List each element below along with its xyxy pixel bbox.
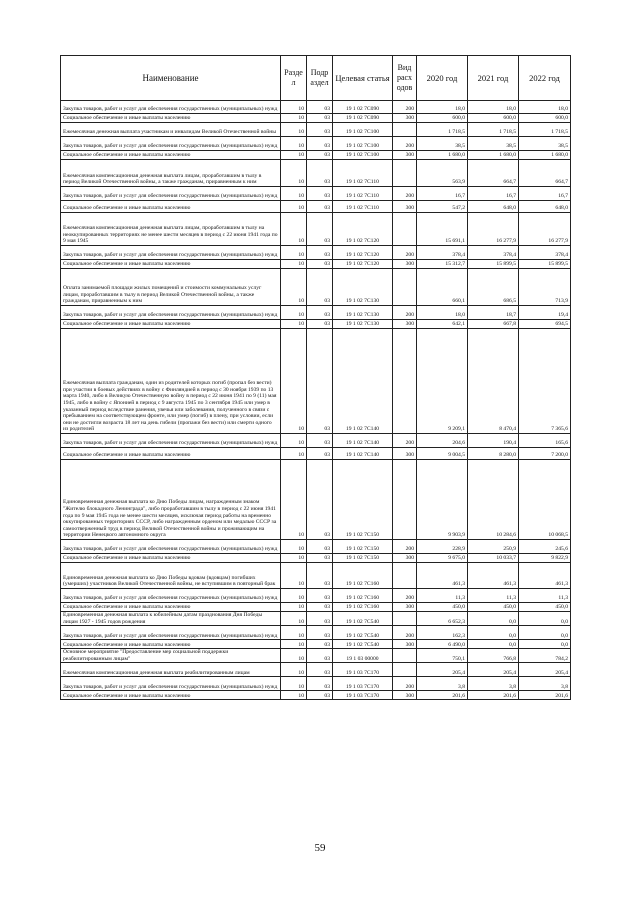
table-row: [61, 460, 571, 540]
cell-razdel: 10: [281, 201, 307, 213]
cell-expense-type: 300: [393, 320, 417, 329]
cell-2022: 15 899,5: [519, 260, 571, 269]
cell-razdel: 10: [281, 329, 307, 434]
table-row: [61, 554, 571, 563]
cell-podrazdel: 03: [307, 246, 333, 260]
cell-razdel: 10: [281, 563, 307, 589]
cell-razdel: 10: [281, 677, 307, 691]
cell-expense-type: 300: [393, 691, 417, 700]
header-year-2022: 2022 год: [519, 56, 571, 101]
cell-podrazdel: 03: [307, 554, 333, 563]
cell-2021: 3,8: [468, 677, 519, 691]
cell-2020: 228,9: [417, 540, 468, 554]
cell-expense-type: 200: [393, 434, 417, 448]
cell-target-article: 19 1 02 7С090: [333, 101, 393, 114]
cell-2022: 38,5: [519, 137, 571, 151]
cell-2021: 10 284,6: [468, 460, 519, 540]
cell-podrazdel: 03: [307, 626, 333, 640]
header-expense-type: Вид расх одов: [393, 56, 417, 101]
table-row: [61, 612, 571, 626]
cell-2022: 600,0: [519, 114, 571, 123]
cell-2021: 190,4: [468, 434, 519, 448]
cell-razdel: 10: [281, 554, 307, 563]
cell-2020: 15 691,1: [417, 213, 468, 246]
cell-podrazdel: 03: [307, 114, 333, 123]
cell-2020: 1 680,0: [417, 151, 468, 160]
cell-2022: 450,0: [519, 603, 571, 612]
cell-expense-type: 200: [393, 137, 417, 151]
header-name: Наименование: [61, 56, 281, 101]
cell-target-article: 19 1 02 7С150: [333, 460, 393, 540]
table-row: [61, 201, 571, 213]
cell-razdel: 10: [281, 649, 307, 663]
cell-2021: 16 277,9: [468, 213, 519, 246]
table-row: [61, 329, 571, 434]
header-podrazdel: Подр аздел: [307, 56, 333, 101]
cell-2022: 784,2: [519, 649, 571, 663]
cell-podrazdel: 03: [307, 329, 333, 434]
cell-2022: 7 200,0: [519, 448, 571, 460]
cell-target-article: 19 1 03 7С170: [333, 691, 393, 700]
table-row: [61, 114, 571, 123]
cell-podrazdel: 03: [307, 213, 333, 246]
table-header-row: [61, 56, 571, 101]
cell-2021: 1 680,0: [468, 151, 519, 160]
cell-expense-type: [393, 123, 417, 137]
cell-podrazdel: 03: [307, 540, 333, 554]
cell-2021: 205,4: [468, 663, 519, 677]
table-row: [61, 320, 571, 329]
cell-name: Единовременная денежная выплата ко Дню Победы лицам, награжденным знаком "Жителю блокадного Ленинграда", либо проработавшим в тылу в период с 22 июня 1941 года по 9 мая 1945 года не менее шести месяцев, исключая период работы на временно оккупированных территориях СССР, либо награжденным орденом или медалью СССР за самоотверженный труд в период Великой Отечественной войны и проживающим на территории Ненецкого автономного округа: [61, 460, 281, 540]
cell-target-article: 19 1 02 7С110: [333, 201, 393, 213]
cell-expense-type: 200: [393, 187, 417, 201]
table-body: [61, 101, 571, 700]
cell-2020: 9 675,0: [417, 554, 468, 563]
cell-name: Закупка товаров, работ и услуг для обеспечения государственных (муниципальных) нужд: [61, 101, 281, 114]
cell-2020: 563,9: [417, 160, 468, 187]
cell-podrazdel: 03: [307, 434, 333, 448]
cell-2022: 648,0: [519, 201, 571, 213]
cell-podrazdel: 03: [307, 612, 333, 626]
cell-razdel: 10: [281, 612, 307, 626]
cell-razdel: 10: [281, 123, 307, 137]
table-row: [61, 448, 571, 460]
cell-target-article: 19 1 02 7С120: [333, 213, 393, 246]
cell-2022: 664,7: [519, 160, 571, 187]
cell-razdel: 10: [281, 137, 307, 151]
cell-2022: 713,9: [519, 269, 571, 306]
cell-expense-type: 300: [393, 554, 417, 563]
cell-razdel: 10: [281, 151, 307, 160]
cell-name: Ежемесячная компенсационная денежная выплата лицам, проработавшим в тылу в период Великой Отечественной войны, а также гражданам, приравненным к ним: [61, 160, 281, 187]
header-year-2021: 2021 год: [468, 56, 519, 101]
cell-expense-type: 200: [393, 626, 417, 640]
cell-name: Закупка товаров, работ и услуг для обеспечения государственных (муниципальных) нужд: [61, 540, 281, 554]
table-row: [61, 187, 571, 201]
cell-expense-type: [393, 663, 417, 677]
cell-2021: 8 280,0: [468, 448, 519, 460]
table-row: [61, 123, 571, 137]
cell-2020: 16,7: [417, 187, 468, 201]
cell-podrazdel: 03: [307, 306, 333, 320]
cell-2021: 201,6: [468, 691, 519, 700]
cell-podrazdel: 03: [307, 603, 333, 612]
cell-podrazdel: 03: [307, 448, 333, 460]
cell-2021: 667,8: [468, 320, 519, 329]
cell-2022: 694,5: [519, 320, 571, 329]
table-row: [61, 213, 571, 246]
cell-podrazdel: 03: [307, 201, 333, 213]
cell-2021: 461,3: [468, 563, 519, 589]
cell-expense-type: [393, 213, 417, 246]
cell-podrazdel: 03: [307, 101, 333, 114]
cell-razdel: 10: [281, 626, 307, 640]
cell-podrazdel: 03: [307, 663, 333, 677]
cell-2020: 204,6: [417, 434, 468, 448]
cell-expense-type: 300: [393, 603, 417, 612]
cell-expense-type: 200: [393, 101, 417, 114]
table-row: [61, 640, 571, 649]
cell-podrazdel: 03: [307, 460, 333, 540]
cell-expense-type: [393, 269, 417, 306]
cell-2020: 9 903,9: [417, 460, 468, 540]
cell-expense-type: 200: [393, 540, 417, 554]
cell-target-article: 19 1 03 00000: [333, 649, 393, 663]
cell-2022: 461,3: [519, 563, 571, 589]
cell-name: Закупка товаров, работ и услуг для обеспечения государственных (муниципальных) нужд: [61, 626, 281, 640]
cell-target-article: 19 1 02 7С540: [333, 612, 393, 626]
cell-razdel: 10: [281, 101, 307, 114]
cell-target-article: 19 1 02 7С140: [333, 448, 393, 460]
cell-2021: 0,0: [468, 640, 519, 649]
cell-name: Ежемесячная выплата гражданам, один из родителей которых погиб (пропал без вести) при участии в боевых действиях в войну с Финляндией в период с 30 ноября 1939 по 13 марта 1940, либо в Великую Отечественную войну в период с 22 июня 1941 по 9 (11) мая 1945, либо в войну с Японией в период с 9 августа 1945 по 3 сентября 1945 или умер в указанный период вследствие ранения, увечья или заболевания, полученного в связи с пребыванием на соответствующем фронте, или умер (погиб) в плену, при условии, если они не достигли возраста 18 лет на день гибели (пропажи без вести) или смерти одного из родителей: [61, 329, 281, 434]
cell-name: Социальное обеспечение и иные выплаты населению: [61, 151, 281, 160]
cell-podrazdel: 03: [307, 123, 333, 137]
cell-2020: 461,3: [417, 563, 468, 589]
page-number: 59: [314, 842, 326, 854]
cell-2022: 9 822,9: [519, 554, 571, 563]
cell-podrazdel: 03: [307, 320, 333, 329]
cell-2020: 18,0: [417, 101, 468, 114]
header-razdel: Разде л: [281, 56, 307, 101]
cell-2020: 38,5: [417, 137, 468, 151]
cell-target-article: 19 1 02 7С160: [333, 603, 393, 612]
cell-2021: 664,7: [468, 160, 519, 187]
cell-target-article: 19 1 03 7С170: [333, 677, 393, 691]
cell-2020: 6 652,3: [417, 612, 468, 626]
header-year-2020: 2020 год: [417, 56, 468, 101]
cell-target-article: 19 1 02 7С130: [333, 269, 393, 306]
cell-name: Закупка товаров, работ и услуг для обеспечения государственных (муниципальных) нужд: [61, 434, 281, 448]
cell-name: Социальное обеспечение и иные выплаты населению: [61, 691, 281, 700]
cell-name: Закупка товаров, работ и услуг для обеспечения государственных (муниципальных) нужд: [61, 187, 281, 201]
cell-expense-type: 300: [393, 260, 417, 269]
cell-2020: 9 004,5: [417, 448, 468, 460]
cell-name: Социальное обеспечение и иные выплаты населению: [61, 114, 281, 123]
cell-target-article: 19 1 02 7С090: [333, 114, 393, 123]
cell-2020: 378,4: [417, 246, 468, 260]
cell-razdel: 10: [281, 160, 307, 187]
cell-target-article: 19 1 02 7С110: [333, 160, 393, 187]
cell-razdel: 10: [281, 114, 307, 123]
table-row: [61, 677, 571, 691]
cell-target-article: 19 1 02 7С540: [333, 640, 393, 649]
cell-2022: 378,4: [519, 246, 571, 260]
cell-2021: 16,7: [468, 187, 519, 201]
cell-razdel: 10: [281, 269, 307, 306]
cell-2022: 10 068,5: [519, 460, 571, 540]
cell-2022: 16,7: [519, 187, 571, 201]
table-row: [61, 663, 571, 677]
cell-2021: 0,0: [468, 626, 519, 640]
cell-razdel: 10: [281, 691, 307, 700]
cell-podrazdel: 03: [307, 640, 333, 649]
cell-name: Социальное обеспечение и иные выплаты населению: [61, 640, 281, 649]
table-row: [61, 626, 571, 640]
table-row: [61, 260, 571, 269]
cell-podrazdel: 03: [307, 137, 333, 151]
cell-expense-type: 200: [393, 589, 417, 603]
cell-2022: 16 277,9: [519, 213, 571, 246]
table-row: [61, 269, 571, 306]
table-row: [61, 137, 571, 151]
cell-2021: 648,0: [468, 201, 519, 213]
cell-expense-type: [393, 160, 417, 187]
cell-name: Оплата занимаемой площади жилых помещений и стоимости коммунальных услуг лицам, проработавшим в тылу в период Великой Отечественной войны, а также гражданам, приравненным к ним: [61, 269, 281, 306]
table-row: [61, 160, 571, 187]
cell-razdel: 10: [281, 306, 307, 320]
cell-target-article: 19 1 02 7С140: [333, 434, 393, 448]
cell-podrazdel: 03: [307, 649, 333, 663]
cell-podrazdel: 03: [307, 151, 333, 160]
cell-name: Ежемесячная компенсационная денежная выплата реабилитированным лицам: [61, 663, 281, 677]
cell-2022: 0,0: [519, 626, 571, 640]
cell-2021: 686,5: [468, 269, 519, 306]
table-row: [61, 101, 571, 114]
table-row: [61, 434, 571, 448]
cell-2020: 6 490,0: [417, 640, 468, 649]
cell-2021: 1 718,5: [468, 123, 519, 137]
cell-2022: 3,8: [519, 677, 571, 691]
cell-2022: 11,3: [519, 589, 571, 603]
table-row: [61, 540, 571, 554]
cell-2020: 9 209,1: [417, 329, 468, 434]
cell-name: Закупка товаров, работ и услуг для обеспечения государственных (муниципальных) нужд: [61, 137, 281, 151]
cell-2020: 450,0: [417, 603, 468, 612]
cell-expense-type: [393, 649, 417, 663]
cell-podrazdel: 03: [307, 677, 333, 691]
cell-target-article: 19 1 02 7С140: [333, 329, 393, 434]
cell-razdel: 10: [281, 589, 307, 603]
cell-2020: 3,8: [417, 677, 468, 691]
cell-target-article: 19 1 02 7С110: [333, 187, 393, 201]
cell-expense-type: [393, 563, 417, 589]
table-row: [61, 649, 571, 663]
cell-2021: 450,0: [468, 603, 519, 612]
cell-target-article: 19 1 03 7С170: [333, 663, 393, 677]
cell-name: Ежемесячная компенсационная денежная выплата лицам, проработавшим в тылу на неоккупированных территориях не менее шести месяцев в период с 22 июня 1941 года по 9 мая 1945: [61, 213, 281, 246]
cell-2021: 600,0: [468, 114, 519, 123]
table-row: [61, 151, 571, 160]
cell-razdel: 10: [281, 460, 307, 540]
cell-target-article: 19 1 02 7С150: [333, 554, 393, 563]
cell-2021: 766,8: [468, 649, 519, 663]
cell-razdel: 10: [281, 213, 307, 246]
cell-2021: 0,0: [468, 612, 519, 626]
cell-name: Единовременная денежная выплата ко Дню Победы вдовам (вдовцам) погибших (умерших) участников Великой Отечественной войны, не вступившим в повторный брак: [61, 563, 281, 589]
cell-razdel: 10: [281, 187, 307, 201]
cell-expense-type: 200: [393, 246, 417, 260]
cell-name: Социальное обеспечение и иные выплаты населению: [61, 201, 281, 213]
cell-2022: 0,0: [519, 640, 571, 649]
cell-target-article: 19 1 02 7С100: [333, 151, 393, 160]
cell-2020: 600,0: [417, 114, 468, 123]
cell-razdel: 10: [281, 603, 307, 612]
cell-razdel: 10: [281, 260, 307, 269]
cell-podrazdel: 03: [307, 160, 333, 187]
cell-razdel: 10: [281, 434, 307, 448]
cell-podrazdel: 03: [307, 691, 333, 700]
cell-2022: 19,4: [519, 306, 571, 320]
cell-razdel: 10: [281, 663, 307, 677]
cell-2022: 0,0: [519, 612, 571, 626]
table-row: [61, 563, 571, 589]
cell-2020: 162,3: [417, 626, 468, 640]
cell-target-article: 19 1 02 7С130: [333, 320, 393, 329]
cell-2021: 10 033,7: [468, 554, 519, 563]
cell-podrazdel: 03: [307, 589, 333, 603]
cell-name: Закупка товаров, работ и услуг для обеспечения государственных (муниципальных) нужд: [61, 246, 281, 260]
cell-name: Основное мероприятие "Предоставление мер социальной поддержки реабилитированным лицам": [61, 649, 281, 663]
table-row: [61, 603, 571, 612]
cell-target-article: 19 1 02 7С120: [333, 260, 393, 269]
cell-expense-type: 300: [393, 448, 417, 460]
cell-name: Ежемесячная денежная выплата участникам и инвалидам Великой Отечественной войны: [61, 123, 281, 137]
cell-name: Социальное обеспечение и иные выплаты населению: [61, 260, 281, 269]
cell-podrazdel: 03: [307, 187, 333, 201]
cell-2020: 201,6: [417, 691, 468, 700]
cell-2020: 15 312,7: [417, 260, 468, 269]
cell-target-article: 19 1 02 7С100: [333, 137, 393, 151]
cell-2021: 38,5: [468, 137, 519, 151]
cell-2020: 547,2: [417, 201, 468, 213]
cell-2020: 18,0: [417, 306, 468, 320]
table-row: [61, 306, 571, 320]
cell-2022: 165,6: [519, 434, 571, 448]
cell-name: Социальное обеспечение и иные выплаты населению: [61, 320, 281, 329]
cell-expense-type: [393, 329, 417, 434]
cell-name: Закупка товаров, работ и услуг для обеспечения государственных (муниципальных) нужд: [61, 306, 281, 320]
cell-2022: 1 680,0: [519, 151, 571, 160]
cell-2022: 245,6: [519, 540, 571, 554]
cell-expense-type: 300: [393, 201, 417, 213]
cell-2022: 7 365,6: [519, 329, 571, 434]
cell-expense-type: 200: [393, 677, 417, 691]
cell-target-article: 19 1 02 7С150: [333, 540, 393, 554]
budget-table-sheet: [60, 55, 570, 700]
cell-2020: 205,4: [417, 663, 468, 677]
cell-target-article: 19 1 02 7С160: [333, 563, 393, 589]
cell-target-article: 19 1 02 7С100: [333, 123, 393, 137]
cell-razdel: 10: [281, 540, 307, 554]
cell-2020: 1 718,5: [417, 123, 468, 137]
cell-2022: 1 718,5: [519, 123, 571, 137]
table-row: [61, 589, 571, 603]
cell-2021: 11,3: [468, 589, 519, 603]
cell-name: Закупка товаров, работ и услуг для обеспечения государственных (муниципальных) нужд: [61, 589, 281, 603]
cell-expense-type: 200: [393, 306, 417, 320]
cell-expense-type: 300: [393, 151, 417, 160]
cell-razdel: 10: [281, 320, 307, 329]
cell-2020: 750,1: [417, 649, 468, 663]
cell-razdel: 10: [281, 448, 307, 460]
cell-2021: 18,0: [468, 101, 519, 114]
cell-name: Социальное обеспечение и иные выплаты населению: [61, 448, 281, 460]
cell-2020: 642,1: [417, 320, 468, 329]
cell-2022: 18,0: [519, 101, 571, 114]
cell-target-article: 19 1 02 7С160: [333, 589, 393, 603]
cell-podrazdel: 03: [307, 269, 333, 306]
cell-name: Социальное обеспечение и иные выплаты населению: [61, 554, 281, 563]
cell-name: Закупка товаров, работ и услуг для обеспечения государственных (муниципальных) нужд: [61, 677, 281, 691]
cell-podrazdel: 03: [307, 563, 333, 589]
cell-name: Единовременная денежная выплата к юбилейным датам празднования Дня Победы лицам 1927 - 1945 годов рождения: [61, 612, 281, 626]
cell-expense-type: 300: [393, 640, 417, 649]
cell-expense-type: 300: [393, 114, 417, 123]
table-row: [61, 246, 571, 260]
cell-2021: 15 899,5: [468, 260, 519, 269]
cell-2020: 11,3: [417, 589, 468, 603]
cell-target-article: 19 1 02 7С120: [333, 246, 393, 260]
cell-2020: 660,1: [417, 269, 468, 306]
cell-razdel: 10: [281, 640, 307, 649]
cell-podrazdel: 03: [307, 260, 333, 269]
budget-table: [60, 55, 571, 700]
cell-2021: 250,9: [468, 540, 519, 554]
cell-expense-type: [393, 612, 417, 626]
cell-2021: 18,7: [468, 306, 519, 320]
cell-2021: 378,4: [468, 246, 519, 260]
cell-2022: 205,4: [519, 663, 571, 677]
cell-2021: 8 470,4: [468, 329, 519, 434]
header-target-article: Целевая статья: [333, 56, 393, 101]
cell-2022: 201,6: [519, 691, 571, 700]
cell-razdel: 10: [281, 246, 307, 260]
cell-target-article: 19 1 02 7С130: [333, 306, 393, 320]
table-row: [61, 691, 571, 700]
cell-target-article: 19 1 02 7С540: [333, 626, 393, 640]
cell-name: Социальное обеспечение и иные выплаты населению: [61, 603, 281, 612]
cell-expense-type: [393, 460, 417, 540]
